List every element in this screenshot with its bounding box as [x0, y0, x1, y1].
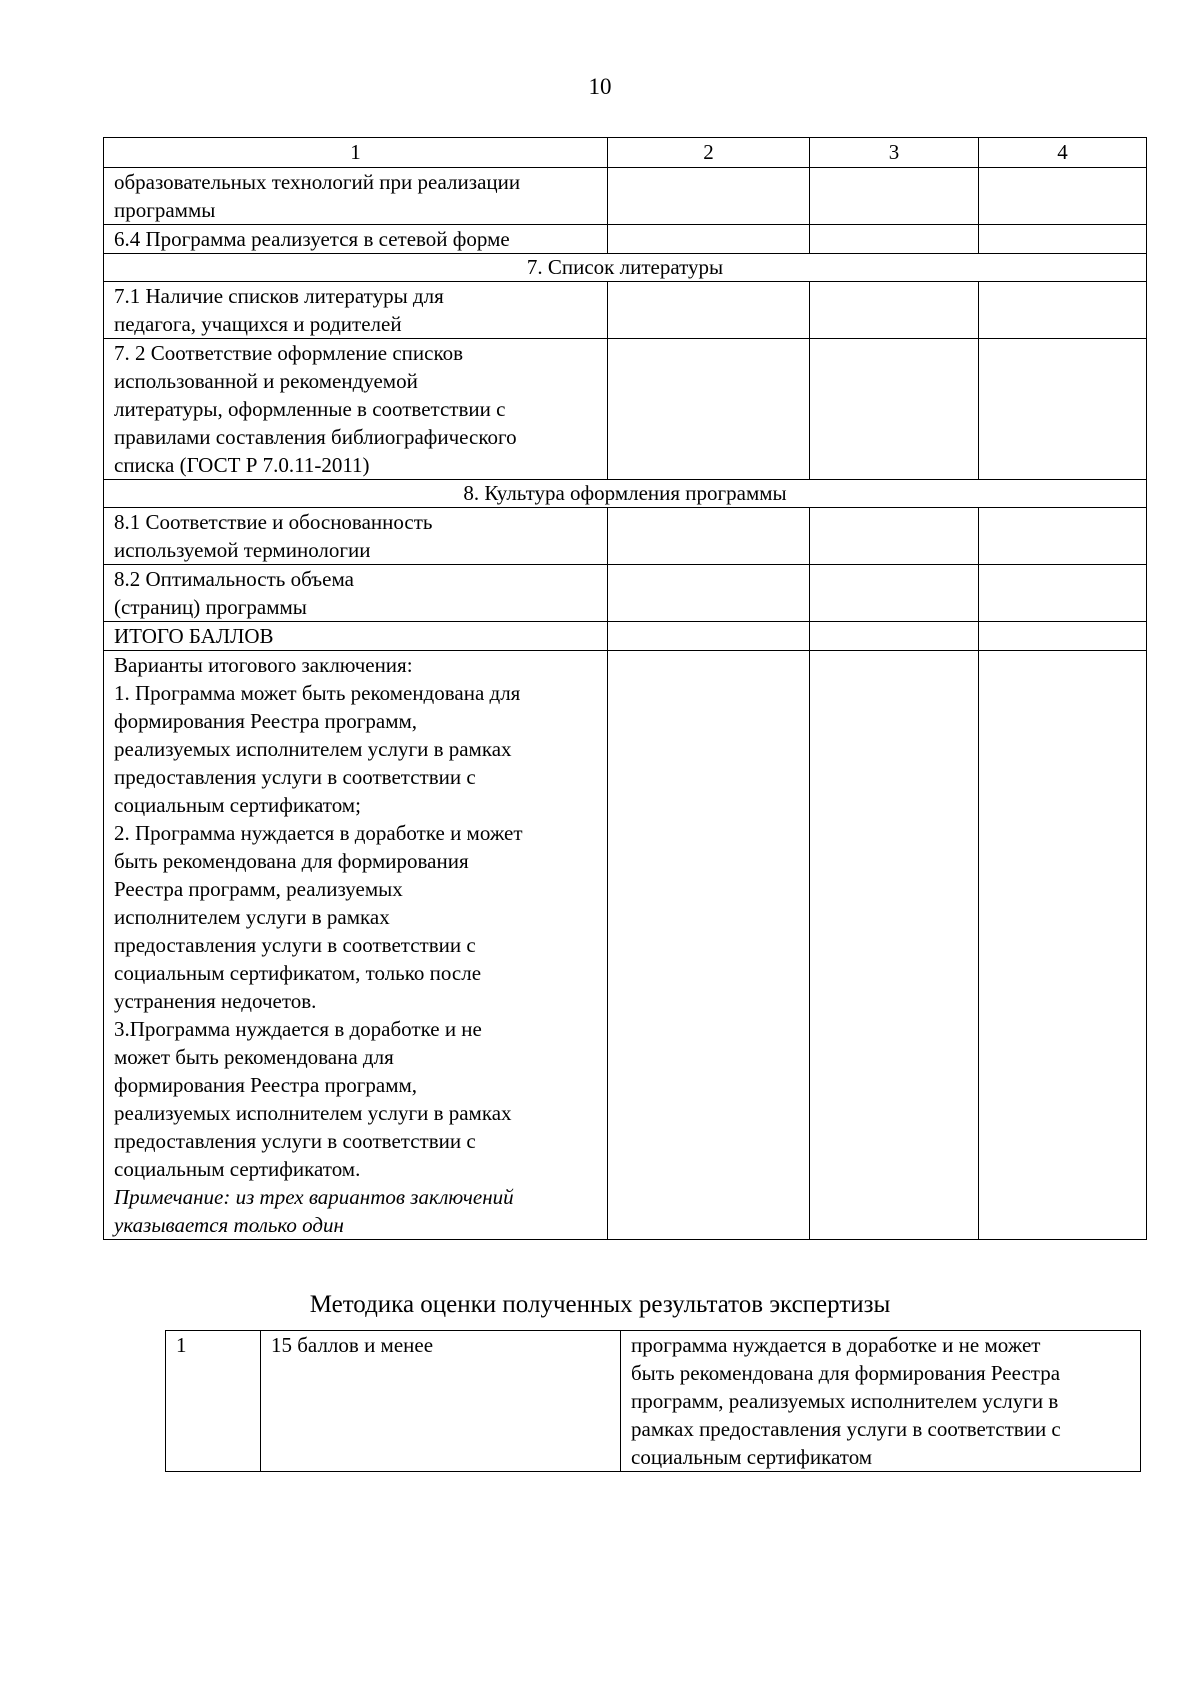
conclusion-row [104, 651, 1147, 1240]
section-row [104, 254, 1147, 282]
score-cell [608, 622, 810, 651]
page-number: 10 [588, 74, 612, 99]
score-cell [979, 622, 1147, 651]
criterion-cell: 8.2 Оптимальность объема (страниц) программы [104, 565, 608, 622]
score-cell [979, 282, 1147, 339]
section-heading: 7. Список литературы [104, 254, 1147, 282]
score-cell [810, 225, 979, 254]
method-table [165, 1330, 1141, 1472]
total-row [104, 622, 1147, 651]
score-cell [979, 225, 1147, 254]
section-row [104, 480, 1147, 508]
score-cell [979, 508, 1147, 565]
criterion-cell: 7. 2 Соответствие оформление списков использованной и рекомендуемой литературы, оформленные в соответствии с правилами составления библиографического списка (ГОСТ Р 7.0.11-2011) [104, 339, 608, 480]
section-heading: 8. Культура оформления программы [104, 480, 1147, 508]
score-cell [810, 565, 979, 622]
score-cell [979, 565, 1147, 622]
score-cell [608, 339, 810, 480]
score-cell [608, 651, 810, 1240]
score-cell [979, 168, 1147, 225]
score-cell [608, 225, 810, 254]
score-cell [810, 168, 979, 225]
score-cell [979, 651, 1147, 1240]
criterion-cell: образовательных технологий при реализации программы [104, 168, 608, 225]
conclusion-cell [104, 651, 608, 1240]
criterion-cell: 8.1 Соответствие и обоснованность используемой терминологии [104, 508, 608, 565]
score-cell [608, 508, 810, 565]
conclusion-note: Примечание: из трех вариантов заключений указывается только один [114, 1185, 514, 1237]
score-cell [608, 168, 810, 225]
column-header: 1 [104, 138, 608, 168]
table-row [104, 565, 1147, 622]
table-row [104, 282, 1147, 339]
conclusion-text: Варианты итогового заключения: 1. Программа может быть рекомендована для формирования Реестра программ, реализуемых исполнителем услуги в рамках предоставления услуги в соответствии с социальным сертификатом; 2. Программа нуждается в доработке и может быть рекомендована для формирования Реестра программ, реализуемых исполнителем услуги в рамках предоставления услуги в соответствии с социальным сертификатом, только после устранения недочетов. 3.Программа нуждается в доработке и не может быть рекомендована для формирования Реестра программ, реализуемых исполнителем услуги в рамках предоставления услуги в соответствии с социальным сертификатом. [114, 653, 523, 1181]
table-row [104, 508, 1147, 565]
table-row [104, 168, 1147, 225]
column-header: 4 [979, 138, 1147, 168]
score-cell [608, 282, 810, 339]
evaluation-table [103, 137, 1147, 1240]
score-cell [810, 282, 979, 339]
score-cell [810, 651, 979, 1240]
score-cell [979, 339, 1147, 480]
table-header-row [104, 138, 1147, 168]
total-label: ИТОГО БАЛЛОВ [104, 622, 608, 651]
score-cell [608, 565, 810, 622]
table-row [166, 1331, 1141, 1472]
table-row [104, 339, 1147, 480]
column-header: 2 [608, 138, 810, 168]
table-row [104, 225, 1147, 254]
method-number: 1 [166, 1331, 261, 1472]
criterion-cell: 6.4 Программа реализуется в сетевой форме [104, 225, 608, 254]
method-result: программа нуждается в доработке и не может быть рекомендована для формирования Реестра программ, реализуемых исполнителем услуги в рамках предоставления услуги в соответствии с социальным сертификатом [621, 1331, 1141, 1472]
column-header: 3 [810, 138, 979, 168]
method-score: 15 баллов и менее [261, 1331, 621, 1472]
score-cell [810, 339, 979, 480]
score-cell [810, 508, 979, 565]
method-title: Методика оценки полученных результатов экспертизы [309, 1291, 891, 1318]
score-cell [810, 622, 979, 651]
criterion-cell: 7.1 Наличие списков литературы для педагога, учащихся и родителей [104, 282, 608, 339]
